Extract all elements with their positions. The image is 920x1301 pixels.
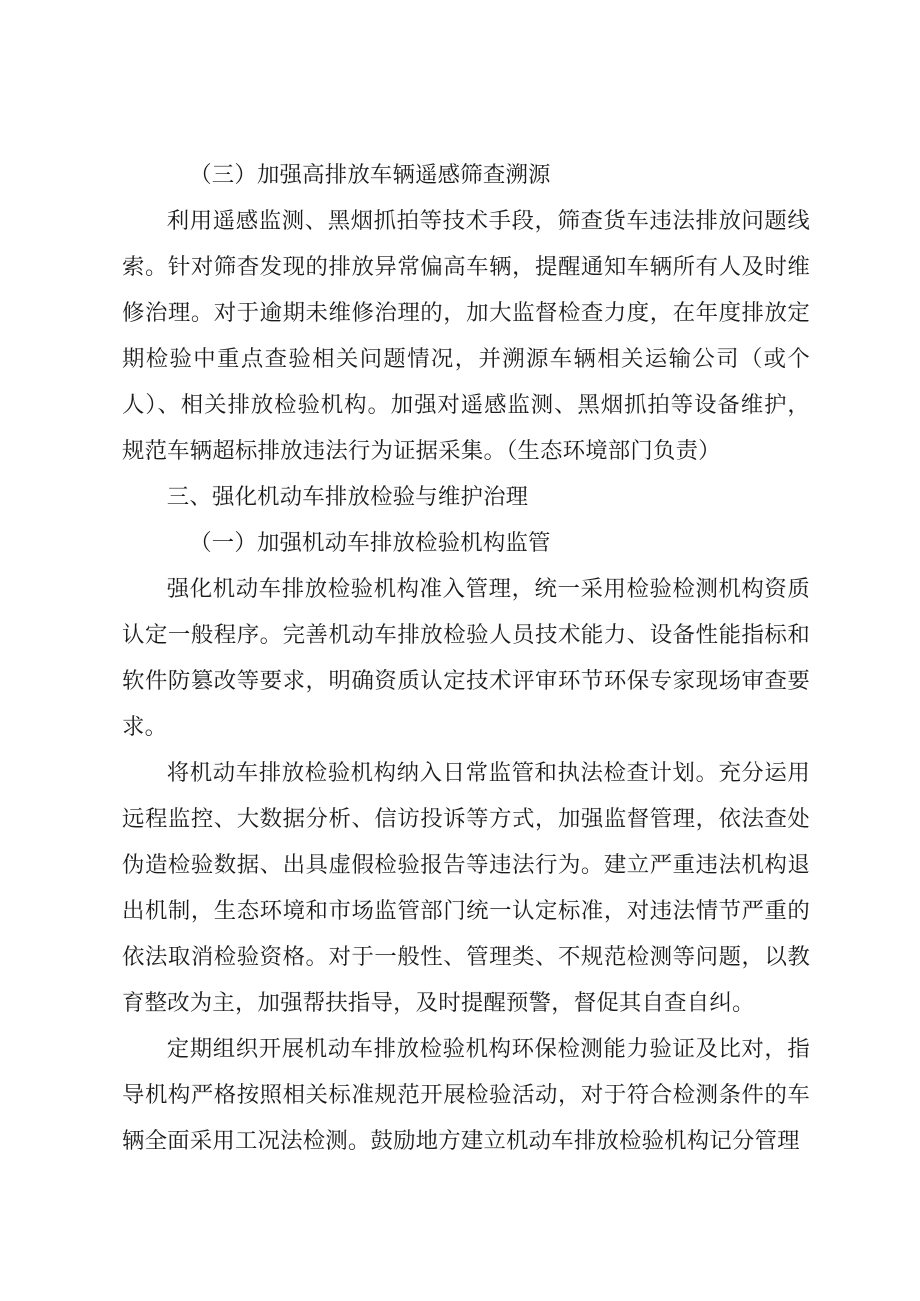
chapter-heading-emission-inspection: 三、强化机动车排放检验与维护治理 xyxy=(166,484,529,510)
paragraph-capability-verification: 定期组织开展机动车排放检验机构环保检测能力验证及比对，指导机构严格按照相关标准规范开展检验活动，对于符合检测条件的车辆全面采用工况法检测。鼓励地方建立机动车排放检验机构记分管理 xyxy=(122,1036,810,1154)
paragraph-daily-supervision: 将机动车排放检验机构纳入日常监管和执法检查计划。充分运用远程监控、大数据分析、信访投诉等方式，加强监督管理，依法查处伪造检验数据、出具虚假检验报告等违法行为。建立严重违法机构退出机制，生态环境和市场监管部门统一认定标准，对违法情节严重的依法取消检验资格。对于一般性、管理类、不规范检测等问题，以教育整改为主，加强帮扶指导，及时提醒预警，督促其自查自纠。 xyxy=(122,760,810,1016)
section-heading-remote-sensing: （三）加强高排放车辆遥感筛查溯源 xyxy=(189,162,551,188)
document-body xyxy=(122,152,810,1164)
section-heading-inspection-supervision: （一）加强机动车排放检验机构监管 xyxy=(189,530,551,556)
paragraph-access-management: 强化机动车排放检验机构准入管理，统一采用检验检测机构资质认定一般程序。完善机动车排放检验人员技术能力、设备性能指标和软件防篡改等要求，明确资质认定技术评审环节环保专家现场审查要求。 xyxy=(122,576,810,740)
paragraph-remote-sensing: 利用遥感监测、黑烟抓拍等技术手段，筛查货车违法排放问题线索。针对筛杳发现的排放异常偏高车辆，提醒通知车辆所有人及时维修治理。对于逾期未维修治理的，加大监督检查力度，在年度排放定期检验中重点查验相关问题情况，并溯源车辆相关运输公司（或个人）、相关排放检验机构。加强对遥感监测、黑烟抓拍等设备维护，规范车辆超标排放违法行为证据采集。（生态环境部门负责） xyxy=(122,208,810,464)
